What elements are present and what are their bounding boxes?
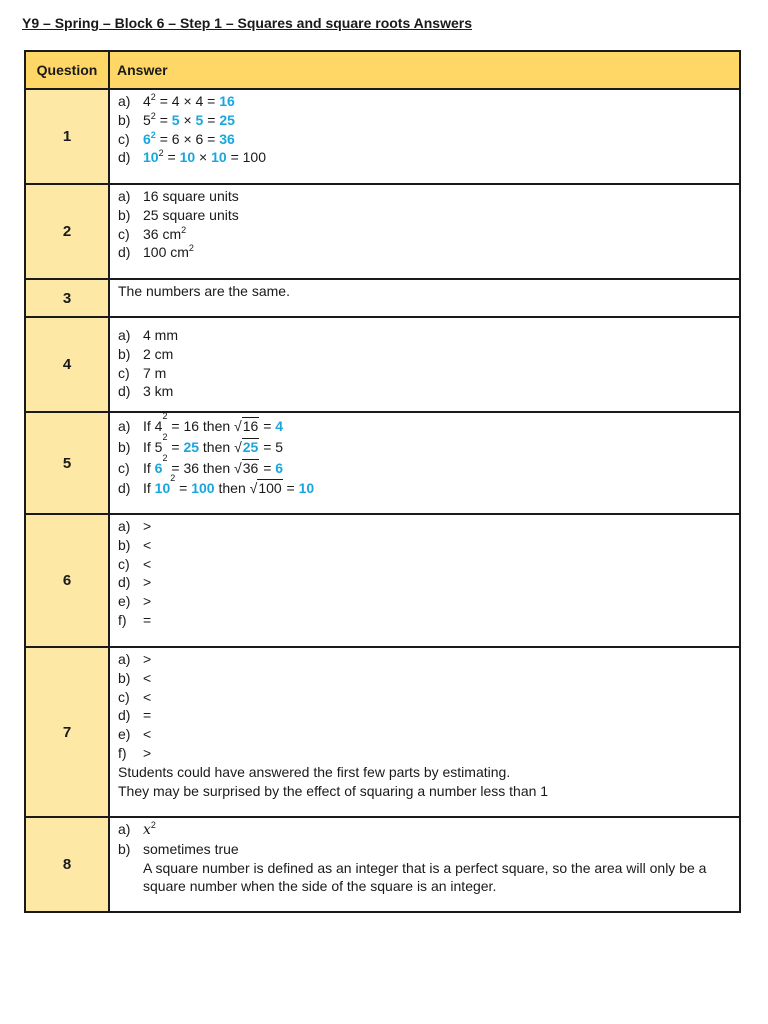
table-row: [25, 817, 740, 912]
answer-line: b) <: [118, 669, 152, 686]
answer-cell: [109, 279, 740, 317]
answer-cell: [109, 317, 740, 412]
table-row: [25, 317, 740, 412]
table-row: [25, 647, 740, 817]
answer-cell: [109, 412, 740, 514]
question-number: 5: [25, 412, 109, 514]
answer-line: a) $x^2$: [118, 820, 156, 838]
answer-cell: [109, 817, 740, 912]
question-number: 4: [25, 317, 109, 412]
answer-line: a) 16 square units: [118, 188, 239, 204]
sqrt-symbol: √16: [234, 418, 259, 434]
answers-table: [24, 50, 741, 913]
sqrt-symbol: √36: [234, 459, 259, 476]
answer-line: b) 25 square units: [118, 206, 239, 223]
table-row: [25, 514, 740, 647]
table-row: [25, 412, 740, 514]
table-header-row: [25, 51, 740, 89]
question-number: 7: [25, 647, 109, 817]
answer-line: c) 36 $cm^2$: [118, 224, 187, 242]
answer-line: f) =: [118, 611, 152, 628]
answer-line: c) $6^2 = 6 \times 6 = 36$: [118, 129, 235, 147]
answer-line: c) If 6 2 = 36 then √36 = 6: [118, 458, 731, 479]
answer-line: d) >: [118, 574, 152, 591]
answer-line: f) >: [118, 744, 152, 761]
answer-line: d) 100 $cm^2$: [118, 243, 194, 261]
answer-line: a) >: [118, 518, 152, 534]
table-row: [25, 279, 740, 317]
question-number: 2: [25, 184, 109, 279]
answer-line: d) =: [118, 707, 152, 724]
answer-cell: [109, 514, 740, 647]
table-row: [25, 89, 740, 184]
answer-column-header: Answer: [109, 51, 740, 89]
answer-line: The numbers are the same.: [118, 283, 290, 299]
table-row: [25, 184, 740, 279]
note-line: Students could have answered the first few parts by estimating.: [118, 763, 511, 780]
answer-line: c) 7 m: [118, 364, 167, 381]
explanation-text: A square number is defined as an integer that is a perfect square, so the area will only be a square number when the side of the square is an integer.: [143, 859, 707, 895]
answer-line: a) $4^2 = 4 \times 4 = 16$: [118, 92, 235, 109]
answer-line: b) sometimes true: [118, 840, 239, 857]
question-number: 1: [25, 89, 109, 184]
answer-cell: [109, 89, 740, 184]
answer-line: c) <: [118, 555, 152, 572]
page-title: Y9 – Spring – Block 6 – Step 1 – Squares and square roots Answers: [22, 15, 472, 31]
answer-line: a) 4 mm: [118, 327, 178, 343]
question-number: 6: [25, 514, 109, 647]
answer-line: a) >: [118, 651, 152, 667]
answer-line: b) If 5 2 = 25 then √25 = 5: [118, 437, 731, 458]
answer-line: c) <: [118, 688, 152, 705]
answer-line: e) >: [118, 593, 152, 610]
answer-line: b) <: [118, 536, 152, 553]
answer-line: d) If 10 2 = 100 then √100 = 10: [118, 478, 731, 499]
answer-line: b) $5^2 = 5 \times 5 = 25$: [118, 110, 235, 128]
answer-line: a) If 4 2 = 16 then √16 = 4: [118, 416, 731, 437]
answer-line: b) 2 cm: [118, 345, 174, 362]
answer-line: d) 3 km: [118, 383, 174, 400]
question-number: 3: [25, 279, 109, 317]
answer-line: d) $10^2 = 10 \times 10 = 100$: [118, 148, 267, 166]
question-column-header: Question: [25, 51, 109, 89]
question-number: 8: [25, 817, 109, 912]
sqrt-symbol: √25: [234, 438, 259, 455]
answer-cell: [109, 647, 740, 817]
answer-line: e) <: [118, 726, 152, 743]
answer-cell: [109, 184, 740, 279]
note-line: They may be surprised by the effect of squaring a number less than 1: [118, 782, 549, 799]
sqrt-symbol: √100: [249, 480, 282, 497]
